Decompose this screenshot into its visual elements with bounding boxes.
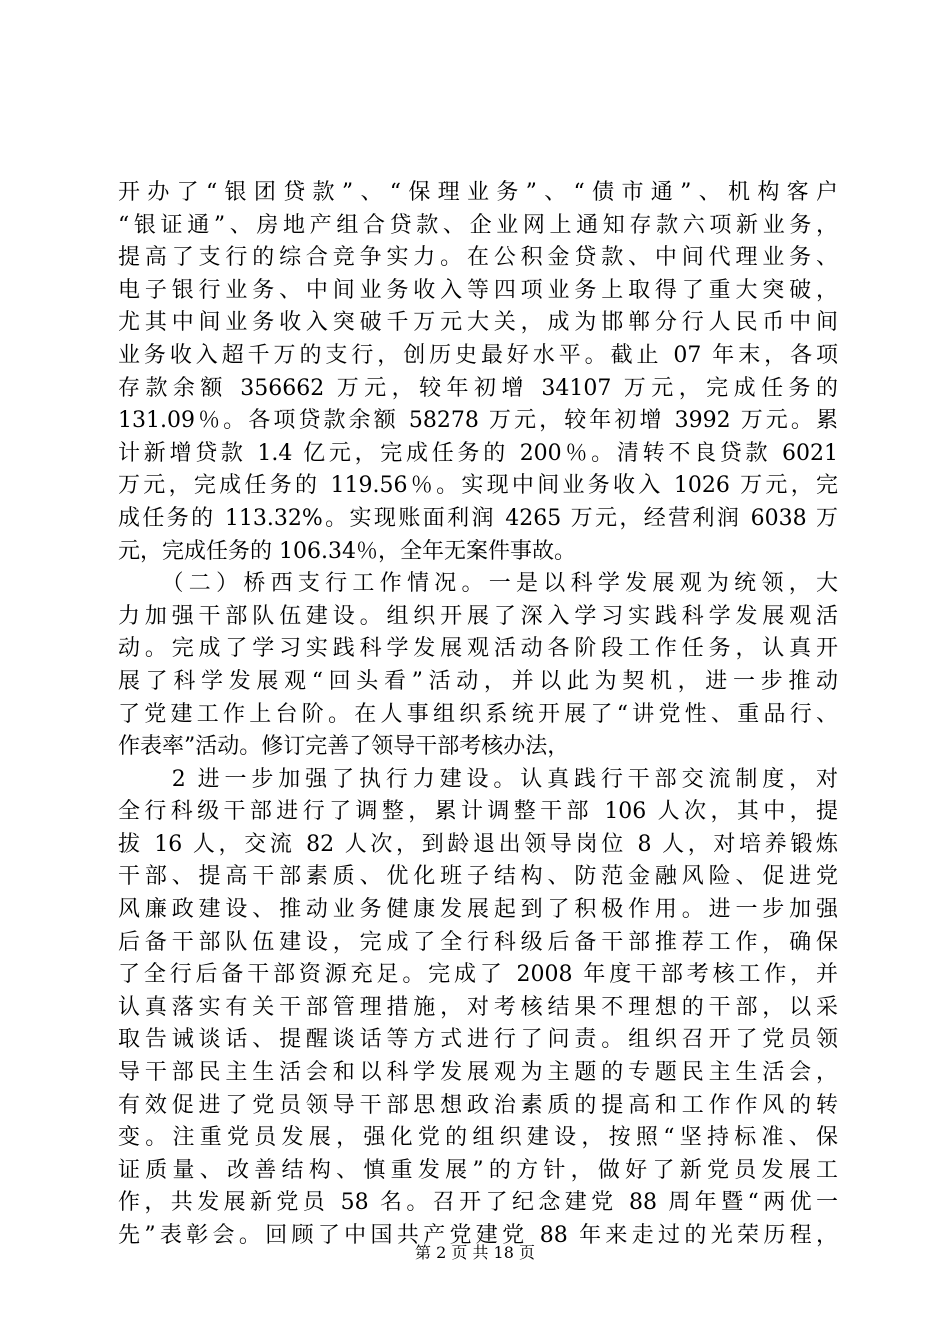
text-line: 动。完成了学习实践科学发展观活动各阶段工作任务，认真开 [118,636,838,662]
text-line: 证质量、改善结构、慎重发展”的方针，做好了新党员发展工 [118,1157,838,1183]
page-footer [0,1242,950,1264]
text-line: 成任务的 113.32%。实现账面利润 4265 万元，经营利润 6038 万 [118,505,838,531]
text-line: 展了科学发展观“回头看”活动，并以此为契机，进一步推动 [118,668,838,694]
text-line: 后备干部队伍建设，完成了全行科级后备干部推荐工作，确保 [118,929,838,955]
text-line: 拔 16 人，交流 82 人次，到龄退出领导岗位 8 人，对培养锻炼 [118,831,838,857]
text-line: 业务收入超千万的支行，创历史最好水平。截止 07 年末，各项 [118,342,838,368]
text-line: 了全行后备干部资源充足。完成了 2008 年度干部考核工作，并 [118,962,838,988]
text-line: 全行科级干部进行了调整，累计调整干部 106 人次，其中，提 [118,799,838,825]
text-line: 变。注重党员发展，强化党的组织建设，按照“坚持标准、保 [118,1125,838,1151]
text-line: 作表率”活动。修订完善了领导干部考核办法， [118,734,570,760]
text-line: 了党建工作上台阶。在人事组织系统开展了“讲党性、重品行、 [118,701,838,727]
text-line: “银证通”、房地产组合贷款、企业网上通知存款六项新业务， [118,212,838,238]
text-line: 2 进一步加强了执行力建设。认真践行干部交流制度，对 [118,766,838,792]
text-line: 作，共发展新党员 58 名。召开了纪念建党 88 周年暨“两优一 [118,1190,838,1216]
text-line: 认真落实有关干部管理措施，对考核结果不理想的干部，以采 [118,994,838,1020]
text-line: 元，完成任务的 106.34％，全年无案件事故。 [118,538,576,564]
text-line: 力加强干部队伍建设。组织开展了深入学习实践科学发展观活 [118,603,838,629]
text-line: 存款余额 356662 万元，较年初增 34107 万元，完成任务的 [118,375,838,401]
body-text [118,177,838,1253]
text-line: 风廉政建设、推动业务健康发展起到了积极作用。进一步加强 [118,897,838,923]
text-line: 尤其中间业务收入突破千万元大关，成为邯郸分行人民币中间 [118,310,838,336]
text-line: 万元，完成任务的 119.56％。实现中间业务收入 1026 万元，完 [118,473,838,499]
text-line: 电子银行业务、中间业务收入等四项业务上取得了重大突破， [118,277,838,303]
text-line: 导干部民主生活会和以科学发展观为主题的专题民主生活会， [118,1060,838,1086]
text-line: 干部、提高干部素质、优化班子结构、防范金融风险、促进党 [118,864,838,890]
text-line: （二）桥西支行工作情况。一是以科学发展观为统领，大 [118,571,838,597]
page-number: 第 2 页 共 18 页 [415,1243,535,1262]
text-line: 取告诫谈话、提醒谈话等方式进行了问责。组织召开了党员领 [118,1027,838,1053]
text-line: 131.09％。各项贷款余额 58278 万元，较年初增 3992 万元。累 [118,408,838,434]
text-line: 先”表彰会。回顾了中国共产党建党 88 年来走过的光荣历程， [118,1223,838,1248]
text-line: 开办了“银团贷款”、“保理业务”、“债市通”、机构客户 [118,180,838,205]
text-line: 提高了支行的综合竞争实力。在公积金贷款、中间代理业务、 [118,245,838,271]
text-line: 计新增贷款 1.4 亿元，完成任务的 200％。清转不良贷款 6021 [118,440,838,466]
text-line: 有效促进了党员领导干部思想政治素质的提高和工作作风的转 [118,1092,838,1118]
